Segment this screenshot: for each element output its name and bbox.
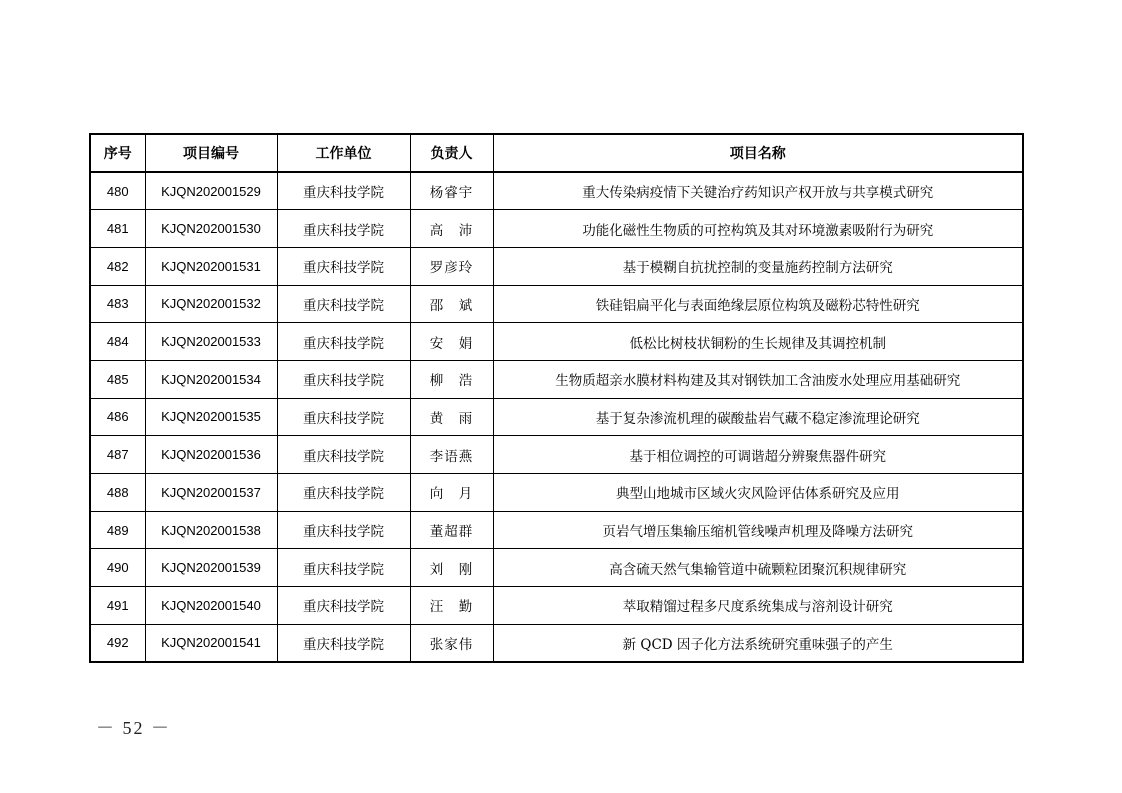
cell-lead: 董超群 xyxy=(410,511,493,549)
cell-work-unit: 重庆科技学院 xyxy=(277,172,410,210)
cell-seq: 480 xyxy=(90,172,145,210)
cell-project-title: 低松比树枝状铜粉的生长规律及其调控机制 xyxy=(493,323,1023,361)
header-lead: 负责人 xyxy=(410,134,493,172)
cell-work-unit: 重庆科技学院 xyxy=(277,511,410,549)
cell-work-unit: 重庆科技学院 xyxy=(277,587,410,625)
table-body xyxy=(90,172,1023,662)
header-seq: 序号 xyxy=(90,134,145,172)
table-row xyxy=(90,247,1023,285)
cell-lead: 安 娟 xyxy=(410,323,493,361)
cell-seq: 487 xyxy=(90,436,145,474)
cell-lead: 柳 浩 xyxy=(410,360,493,398)
cell-work-unit: 重庆科技学院 xyxy=(277,285,410,323)
cell-work-unit: 重庆科技学院 xyxy=(277,474,410,512)
cell-project-title: 页岩气增压集输压缩机管线噪声机理及降噪方法研究 xyxy=(493,511,1023,549)
cell-seq: 491 xyxy=(90,587,145,625)
cell-lead: 刘 刚 xyxy=(410,549,493,587)
cell-seq: 482 xyxy=(90,247,145,285)
cell-project-title: 基于复杂渗流机理的碳酸盐岩气藏不稳定渗流理论研究 xyxy=(493,398,1023,436)
cell-seq: 485 xyxy=(90,360,145,398)
cell-work-unit: 重庆科技学院 xyxy=(277,247,410,285)
cell-work-unit: 重庆科技学院 xyxy=(277,436,410,474)
cell-project-title: 基于模糊自抗扰控制的变量施药控制方法研究 xyxy=(493,247,1023,285)
table-row xyxy=(90,172,1023,210)
header-work-unit: 工作单位 xyxy=(277,134,410,172)
table-row xyxy=(90,436,1023,474)
cell-lead: 汪 勤 xyxy=(410,587,493,625)
cell-work-unit: 重庆科技学院 xyxy=(277,210,410,248)
cell-lead: 罗彦玲 xyxy=(410,247,493,285)
cell-project-code: KJQN202001532 xyxy=(145,285,277,323)
cell-project-code: KJQN202001537 xyxy=(145,474,277,512)
cell-project-title: 萃取精馏过程多尺度系统集成与溶剂设计研究 xyxy=(493,587,1023,625)
cell-project-code: KJQN202001541 xyxy=(145,624,277,662)
cell-project-title: 铁硅铝扁平化与表面绝缘层原位构筑及磁粉芯特性研究 xyxy=(493,285,1023,323)
cell-project-code: KJQN202001534 xyxy=(145,360,277,398)
cell-project-code: KJQN202001535 xyxy=(145,398,277,436)
cell-lead: 李语燕 xyxy=(410,436,493,474)
cell-seq: 488 xyxy=(90,474,145,512)
page-number: － 52 － xyxy=(96,718,171,738)
cell-project-code: KJQN202001539 xyxy=(145,549,277,587)
cell-project-title: 功能化磁性生物质的可控构筑及其对环境激素吸附行为研究 xyxy=(493,210,1023,248)
cell-project-code: KJQN202001531 xyxy=(145,247,277,285)
table-row xyxy=(90,398,1023,436)
table-row xyxy=(90,474,1023,512)
cell-work-unit: 重庆科技学院 xyxy=(277,323,410,361)
cell-project-code: KJQN202001533 xyxy=(145,323,277,361)
cell-seq: 483 xyxy=(90,285,145,323)
cell-project-title: 高含硫天然气集输管道中硫颗粒团聚沉积规律研究 xyxy=(493,549,1023,587)
cell-seq: 484 xyxy=(90,323,145,361)
cell-project-title: 基于相位调控的可调谐超分辨聚焦器件研究 xyxy=(493,436,1023,474)
cell-project-title: 重大传染病疫情下关键治疗药知识产权开放与共享模式研究 xyxy=(493,172,1023,210)
cell-project-code: KJQN202001536 xyxy=(145,436,277,474)
cell-project-code: KJQN202001529 xyxy=(145,172,277,210)
project-table-container xyxy=(89,133,1022,663)
cell-project-title: 生物质超亲水膜材料构建及其对钢铁加工含油废水处理应用基础研究 xyxy=(493,360,1023,398)
cell-seq: 490 xyxy=(90,549,145,587)
project-table xyxy=(89,133,1024,663)
table-row xyxy=(90,587,1023,625)
cell-project-code: KJQN202001530 xyxy=(145,210,277,248)
table-row xyxy=(90,323,1023,361)
cell-project-title: 典型山地城市区域火灾风险评估体系研究及应用 xyxy=(493,474,1023,512)
cell-lead: 邵 斌 xyxy=(410,285,493,323)
cell-lead: 向 月 xyxy=(410,474,493,512)
cell-seq: 492 xyxy=(90,624,145,662)
cell-lead: 高 沛 xyxy=(410,210,493,248)
cell-seq: 481 xyxy=(90,210,145,248)
table-row xyxy=(90,624,1023,662)
table-row xyxy=(90,549,1023,587)
cell-project-title: 新 QCD 因子化方法系统研究重味强子的产生 xyxy=(493,624,1023,662)
cell-work-unit: 重庆科技学院 xyxy=(277,398,410,436)
table-header-row xyxy=(90,134,1023,172)
table-row xyxy=(90,210,1023,248)
table-row xyxy=(90,285,1023,323)
cell-work-unit: 重庆科技学院 xyxy=(277,549,410,587)
header-project-code: 项目编号 xyxy=(145,134,277,172)
cell-lead: 张家伟 xyxy=(410,624,493,662)
cell-project-code: KJQN202001538 xyxy=(145,511,277,549)
cell-project-code: KJQN202001540 xyxy=(145,587,277,625)
cell-work-unit: 重庆科技学院 xyxy=(277,360,410,398)
cell-work-unit: 重庆科技学院 xyxy=(277,624,410,662)
cell-seq: 486 xyxy=(90,398,145,436)
cell-seq: 489 xyxy=(90,511,145,549)
header-project-title: 项目名称 xyxy=(493,134,1023,172)
cell-lead: 杨睿宇 xyxy=(410,172,493,210)
table-row xyxy=(90,360,1023,398)
table-row xyxy=(90,511,1023,549)
cell-lead: 黄 雨 xyxy=(410,398,493,436)
